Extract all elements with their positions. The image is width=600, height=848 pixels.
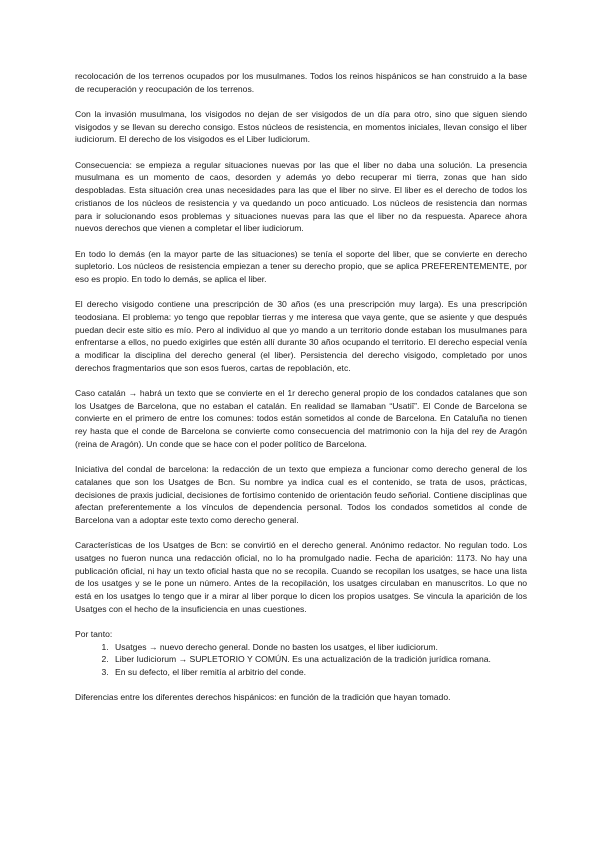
paragraph-diferencias: Diferencias entre los diferentes derechos hispánicos: en función de la tradición que hayan tomado.: [75, 692, 451, 703]
paragraph-caracteristicas-usatges: Características de los Usatges de Bcn: se convirtió en el derecho general. Anónimo redactor. No regulan todo. Los usatges no fueron nunca una redacción oficial, no lo ha promulgado nadie. Fecha de aparición: 1173. No hay una publicación oficial, ni hay un texto oficial hasta que no se recopila. Cuando se recopilan los usatges, se hace una lista de los usatges y se le pone un número. Antes de la recopilación, los usatges circulaban en manuscritos. Lo que no está en los usatges lo tengo que ir a mirar al liber porque lo dicen los propios usatges. Se vincula la aparición de los Usatges con el hecho de la insuficiencia en unas cuestiones.: [75, 540, 527, 614]
paragraph-caso-catalan: Caso catalán → habrá un texto que se convierte en el 1r derecho general propio de los condados catalanes que son los Usatges de Barcelona, que no estaban el catalán. En realidad se llamaban “Usatiî”. El Conde de Barcelona se convierte en el primero de entre los comunes: todos están sometidos al conde de Barcelona. En Cataluña no tienen rey hasta que el conde de Barcelona se convierte como consecuencia del matrimonio con la hija del rey de Aragón (reina de Aragón). Un conde que se hace con el poder político de Barcelona.: [75, 388, 527, 449]
paragraph-recolocacion: recolocación de los terrenos ocupados por los musulmanes. Todos los reinos hispánicos se han construido a la base de recuperación y reocupación de los terrenos.: [75, 71, 527, 94]
paragraph-iniciativa-condal: Iniciativa del condal de barcelona: la redacción de un texto que empieza a funcionar como derecho general de los catalanes que son los Usatges de Bcn. Su nombre ya indica cual es el contenido, se trata de usos, prácticas, decisiones de praxis judicial, decisiones de fortísimo contenido de orientación feudo señorial. Contiene disciplinas que afectan preferentemente a los vínculos de dependencia personal. Todos los condados sometidos al conde de Barcelona van a adoptar este texto como derecho general.: [75, 464, 527, 525]
document-body: [75, 70, 527, 717]
paragraph-prescripcion: El derecho visigodo contiene una prescripción de 30 años (es una prescripción muy larga). Es una prescripción teodosiana. El problema: yo tengo que repoblar tierras y me interesa que vaya gente, que se asiente y que después puedan decir este sitio es mío. Pero al individuo al que yo mando a un territorio donde estaban los musulmanes para enfrentarse a ellos, no puedo exigirles que estén allí durante 30 años ocupando el territorio. El derecho especial venía a modificar la disciplina del derecho general (el liber). Persistencia del derecho visigodo, completado por unos derechos fragmentarios que son esos fueros, cartas de repoblación, etc.: [75, 299, 527, 373]
por-tanto-heading: Por tanto:: [75, 629, 113, 640]
paragraph-invasion-musulmana: Con la invasión musulmana, los visigodos no dejan de ser visigodos de un día para otro, sino que siguen siendo visigodos y se llevan su derecho consigo. Estos núcleos de resistencia, en momentos iniciales, llevan consigo el liber iudiciorum. El derecho de los visigodos es el Liber Iudiciorum.: [75, 109, 527, 145]
por-tanto-list: [75, 641, 527, 679]
list-item: 2. Liber Iudiciorum → SUPLETORIO Y COMÚN. Es una actualización de la tradición jurídica romana.: [111, 653, 527, 666]
list-item: 1. Usatges → nuevo derecho general. Donde no basten los usatges, el liber iudiciorum.: [111, 641, 527, 654]
paragraph-consecuencia: Consecuencia: se empieza a regular situaciones nuevas por las que el liber no daba una solución. La presencia musulmana es un momento de caos, desorden y además yo debo recuperar mi tierra, zonas que han sido despobladas. Esta situación crea unas necesidades para las que el liber no sirve. El liber es el derecho de todos los cristianos de los núcleos de resistencia y va quedando un poco anticuado. Los núcleos de resistencia dan normas para ir solucionando esos problemas y situaciones nuevas para las que el liber no da respuesta. Aparece ahora nuevos derechos que vienen a completar el liber iudiciorum.: [75, 159, 527, 234]
paragraph-derecho-supletorio: En todo lo demás (en la mayor parte de las situaciones) se tenía el soporte del liber, que se convierte en derecho supletorio. Los núcleos de resistencia empiezan a tener su derecho propio, que se aplica PREFERENTEMENTE, por eso es propio. En todo lo demás, se aplica el liber.: [75, 248, 527, 284]
list-item: 3. En su defecto, el liber remitía al arbitrio del conde.: [111, 666, 527, 679]
